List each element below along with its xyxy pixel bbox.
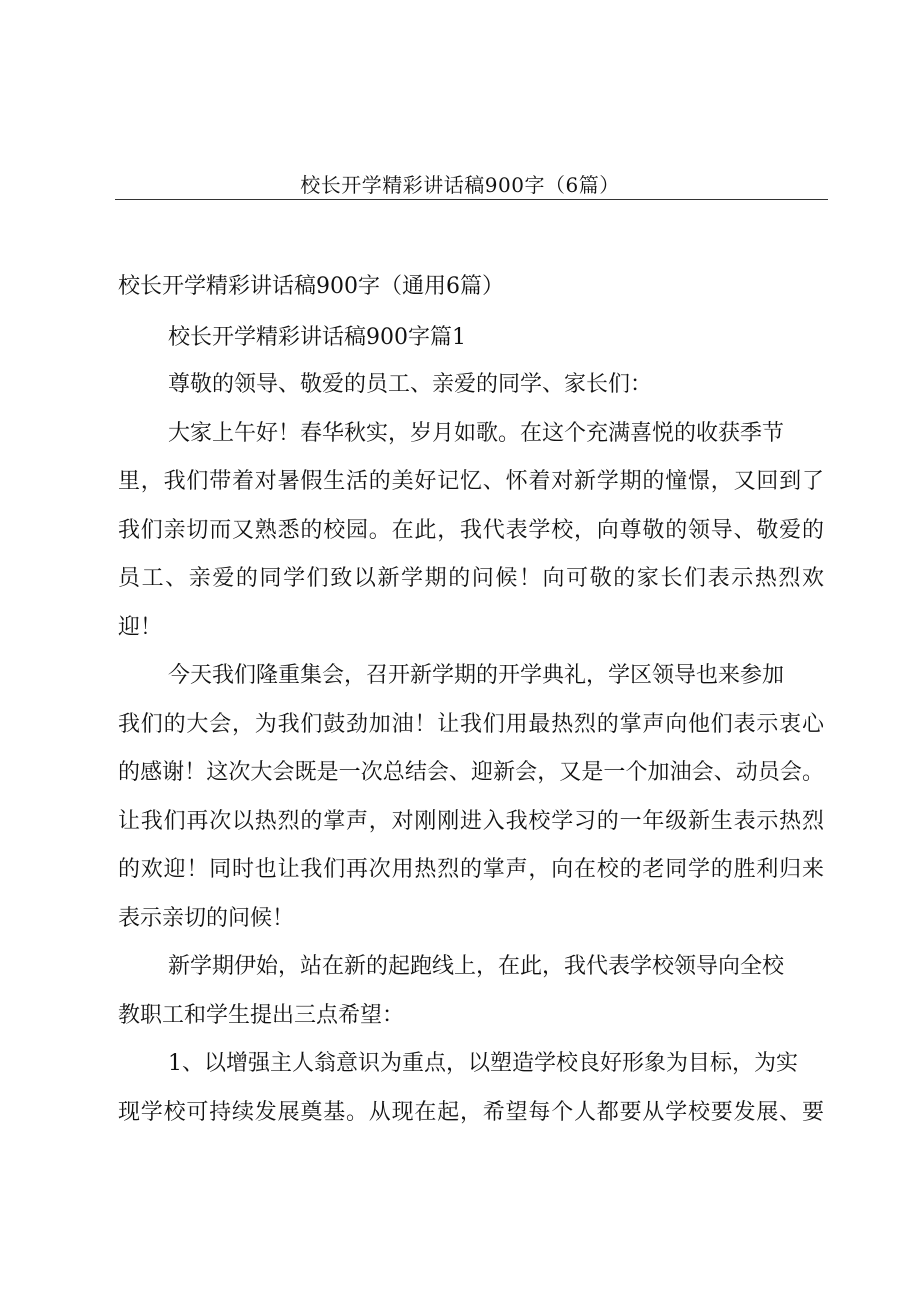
paragraph-line: 让我们再次以热烈的掌声，对刚刚进入我校学习的一年级新生表示热烈 [118, 809, 824, 834]
paragraph-line: 现学校可持续发展奠基。从现在起，希望每个人都要从学校要发展、要 [118, 1100, 824, 1125]
paragraph-line: 1、以增强主人翁意识为重点，以塑造学校良好形象为目标，为实 [168, 1051, 798, 1076]
paragraph-line: 里，我们带着对暑假生活的美好记忆、怀着对新学期的憧憬，又回到了 [118, 469, 824, 494]
salutation: 尊敬的领导、敬爱的员工、亲爱的同学、家长们： [168, 372, 653, 397]
paragraph-line: 迎！ [118, 615, 163, 640]
paragraph-line: 的感谢！这次大会既是一次总结会、迎新会，又是一个加油会、动员会。 [118, 760, 824, 785]
paragraph-line: 我们亲切而又熟悉的校园。在此，我代表学校，向尊敬的领导、敬爱的 [118, 518, 824, 543]
header-divider [115, 199, 828, 200]
page-header-title: 校长开学精彩讲话稿900字（6篇） [300, 173, 620, 197]
paragraph-line: 的欢迎！同时也让我们再次用热烈的掌声，向在校的老同学的胜利归来 [118, 857, 824, 882]
paragraph-line: 新学期伊始，站在新的起跑线上，在此，我代表学校领导向全校 [168, 954, 785, 979]
document-heading: 校长开学精彩讲话稿900字（通用6篇） [118, 274, 504, 299]
paragraph-line: 今天我们隆重集会，召开新学期的开学典礼，学区领导也来参加 [168, 663, 785, 688]
paragraph-line: 大家上午好！春华秋实，岁月如歌。在这个充满喜悦的收获季节 [168, 421, 785, 446]
paragraph-line: 员工、亲爱的同学们致以新学期的问候！向可敬的家长们表示热烈欢 [118, 566, 824, 591]
section-heading: 校长开学精彩讲话稿900字篇1 [168, 325, 466, 350]
paragraph-line: 我们的大会，为我们鼓劲加油！让我们用最热烈的掌声向他们表示衷心 [118, 712, 824, 737]
paragraph-line: 表示亲切的问候！ [118, 906, 295, 931]
paragraph-line: 教职工和学生提出三点希望： [118, 1003, 405, 1028]
